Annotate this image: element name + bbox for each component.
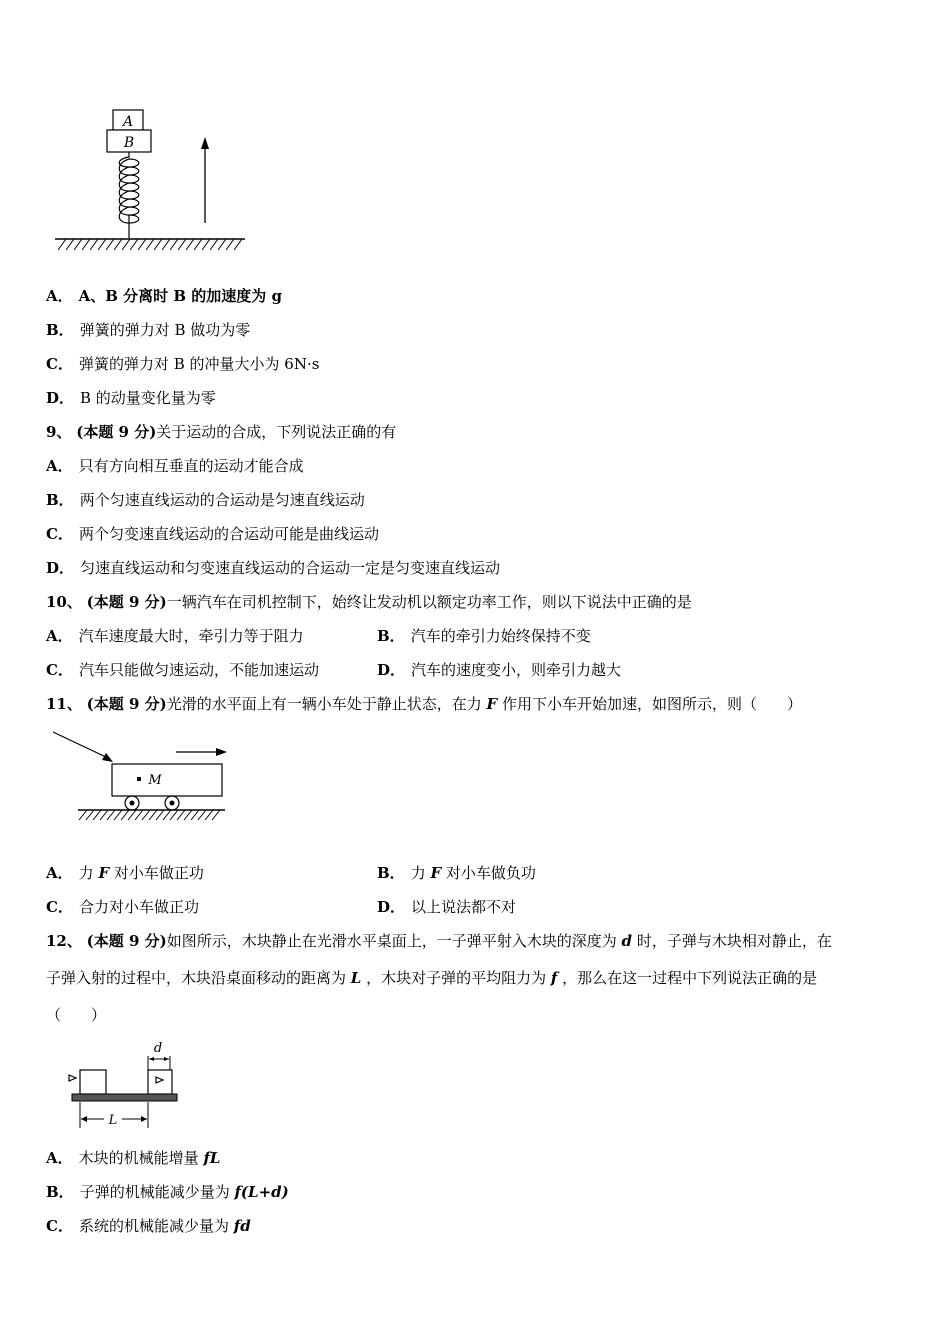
question-text: 一辆汽车在司机控制下，始终让发动机以额定功率工作，则以下说法中正确的是 [166, 593, 692, 611]
q10-stem [46, 592, 692, 612]
question-number: 12、 [46, 932, 82, 950]
depth-label: d [153, 1041, 163, 1056]
option-text: 对小车做正功 [113, 864, 204, 882]
q11-option-c [46, 897, 199, 917]
option-text: 力 [410, 864, 426, 882]
question-points: (本题 9 分) [86, 593, 167, 611]
depth-variable: d [621, 932, 633, 950]
q9-option-d [46, 558, 500, 578]
friction-variable: f [550, 969, 558, 987]
option-label: D． [46, 389, 75, 407]
option-label: B． [377, 864, 405, 882]
answer-parentheses: （ ） [46, 1006, 107, 1024]
q12-option-c [46, 1216, 251, 1236]
option-text: 汽车的牵引力始终保持不变 [410, 627, 591, 645]
q10-option-b [377, 626, 591, 646]
option-label: D． [377, 898, 406, 916]
option-expression: fL [203, 1149, 221, 1167]
question-text: 子弹入射的过程中，木块沿桌面移动的距离为 [46, 969, 347, 987]
option-label: C． [46, 898, 73, 916]
option-text: 弹簧的弹力对 B 做功为零 [79, 321, 251, 339]
option-text: 匀速直线运动和匀变速直线运动的合运动一定是匀变速直线运动 [80, 559, 501, 577]
option-text: 汽车只能做匀速运动，不能加速运动 [78, 661, 319, 679]
question-text: 关于运动的合成，下列说法正确的有 [156, 423, 397, 441]
q9-option-a [46, 456, 304, 476]
force-variable: F [430, 864, 442, 882]
block-a-label: A [122, 114, 134, 130]
option-label: A． [46, 287, 73, 305]
question-text: 时，子弹与木块相对静止，在 [636, 932, 832, 950]
q9-option-c [46, 524, 379, 544]
option-label: A． [46, 457, 73, 475]
force-arrow-icon [102, 753, 113, 762]
q8-option-d [46, 388, 216, 408]
q10-option-c [46, 660, 319, 680]
force-variable: F [98, 864, 110, 882]
question-text: 作用下小车开始加速，如图所示，则（ ） [501, 695, 802, 713]
option-label: B． [46, 321, 74, 339]
option-text: 两个匀速直线运动的合运动是匀速直线运动 [79, 491, 365, 509]
option-label: A． [46, 1149, 73, 1167]
option-expression: f(L+d) [234, 1183, 289, 1201]
distance-variable: L [350, 969, 362, 987]
option-label: C． [46, 355, 73, 373]
option-text: 两个匀变速直线运动的合运动可能是曲线运动 [78, 525, 379, 543]
bullet-left-icon [69, 1075, 76, 1081]
option-label: A． [46, 627, 73, 645]
option-label: C． [46, 525, 73, 543]
question-text: 如图所示，木块静止在光滑水平桌面上，一子弹平射入木块的深度为 [166, 932, 617, 950]
q9-stem [46, 422, 396, 442]
q11-stem [46, 694, 802, 714]
q12-stem-line2 [46, 968, 817, 988]
question-number: 11、 [46, 695, 82, 713]
question-points: (本题 9 分) [86, 695, 167, 713]
force-variable: F [486, 695, 498, 713]
option-text: 弹簧的弹力对 B 的冲量大小为 6N·s [78, 355, 320, 373]
option-text: 汽车速度最大时，牵引力等于阻力 [78, 627, 304, 645]
q9-option-b [46, 490, 365, 510]
option-label: B． [46, 491, 74, 509]
option-text: 以上说法都不对 [411, 898, 517, 916]
q11-option-a [46, 863, 204, 883]
q12-stem-line1 [46, 931, 832, 951]
question-points: (本题 9 分) [76, 423, 157, 441]
q12-option-b [46, 1182, 289, 1202]
question-number: 10、 [46, 593, 82, 611]
option-text: 子弹的机械能减少量为 [79, 1183, 230, 1201]
q12-option-a [46, 1148, 220, 1168]
q11-option-b [377, 863, 536, 883]
arrow-up-icon [201, 137, 209, 149]
option-label: C． [46, 661, 73, 679]
spring-blocks-figure [50, 105, 250, 255]
option-label: A． [46, 864, 73, 882]
option-label: C． [46, 1217, 73, 1235]
question-text: ，木块对子弹的平均阻力为 [366, 969, 547, 987]
option-text: B 的动量变化量为零 [80, 389, 216, 407]
option-label: B． [377, 627, 405, 645]
option-text: 只有方向相互垂直的运动才能合成 [78, 457, 304, 475]
question-text: 光滑的水平面上有一辆小车处于静止状态，在力 [166, 695, 482, 713]
q8-option-c [46, 354, 319, 374]
option-text: 合力对小车做正功 [78, 898, 199, 916]
option-label: D． [377, 661, 406, 679]
q12-stem-paren [46, 1005, 106, 1025]
option-text: 力 [78, 864, 94, 882]
q8-option-a [46, 286, 282, 306]
option-text: 系统的机械能减少量为 [78, 1217, 229, 1235]
option-text: 对小车做负功 [445, 864, 536, 882]
question-text: ，那么在这一过程中下列说法正确的是 [562, 969, 818, 987]
block-b-label: B [123, 135, 135, 151]
option-expression: fd [233, 1217, 251, 1235]
cart-mass-label: M [148, 773, 162, 788]
q10-option-a [46, 626, 304, 646]
spring-icon [119, 152, 139, 238]
option-text: A、B 分离时 B 的加速度为 g [78, 287, 283, 305]
option-label: D． [46, 559, 75, 577]
question-number: 9、 [46, 423, 72, 441]
bullet-block-figure [62, 1036, 182, 1134]
q11-option-d [377, 897, 516, 917]
cart-figure [50, 728, 235, 823]
velocity-arrow-icon [216, 748, 227, 756]
question-points: (本题 9 分) [86, 932, 167, 950]
option-text: 木块的机械能增量 [78, 1149, 199, 1167]
q10-option-d [377, 660, 621, 680]
distance-label: L [108, 1113, 118, 1128]
option-text: 汽车的速度变小，则牵引力越大 [411, 661, 622, 679]
q8-option-b [46, 320, 250, 340]
option-label: B． [46, 1183, 74, 1201]
